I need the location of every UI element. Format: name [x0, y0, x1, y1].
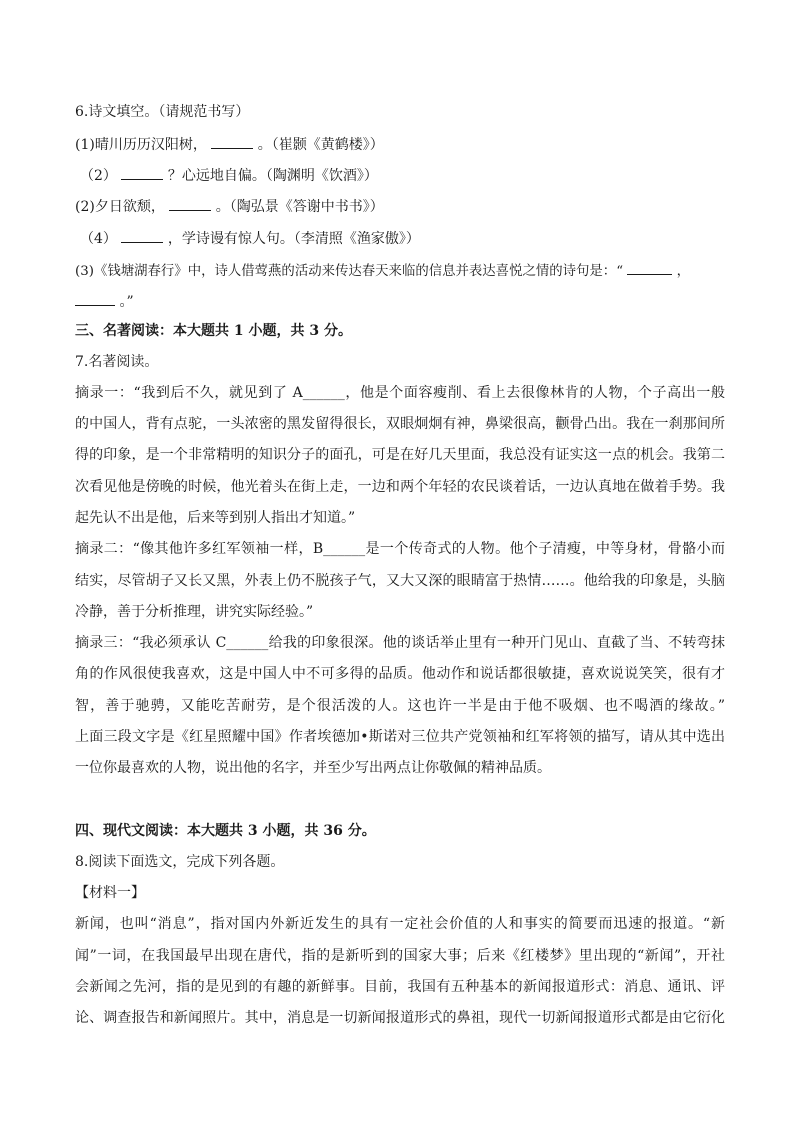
q6-item-2: [80, 165, 730, 185]
q7-line-10: 角的作风很使我喜欢，这是中国人中不可多得的品质。他动作和说话都很敏捷，喜欢说说笑笑，很有才: [75, 666, 725, 682]
q7-line-5: 起先认不出是他，后来等到别人指出才知道。”: [75, 510, 356, 526]
q8-material-label: 【材料一】: [75, 885, 145, 901]
q6-item-3: [75, 196, 725, 216]
q7-line-1: 摘录一：“我到后不久，就见到了 A______，他是个面容瘦削、看上去很像林肯的人物，个子高出一般: [75, 385, 725, 401]
q6-item-2-blank[interactable]: [121, 165, 163, 180]
q7-line-8: 冷静，善于分析推理，讲究实际经验。”: [75, 604, 314, 620]
q6-item-4-blank[interactable]: [121, 228, 163, 243]
q6-item-1-post: 。（崔颢《黄鹤楼》）: [257, 137, 384, 153]
q7-line-12: 上面三段文字是《红星照耀中国》作者埃德加•斯诺对三位共产党领袖和红军将领的描写，请从其中选出: [75, 729, 725, 745]
q8-heading: 8.阅读下面选文，完成下列各题。: [75, 854, 285, 870]
q6-item-3-post: 。（陶弘景《答谢中书书》）: [215, 199, 384, 215]
q6-item-4-post: ，学诗谩有惊人句。（李清照《渔家傲》）: [167, 231, 420, 247]
q8-line-3: 会新闻之先河，指的是见到的有趣的新鲜事。目前，我国有五种基本的新闻报道形式：消息、通讯、评: [75, 979, 725, 995]
q7-line-6: 摘录二：“像其他许多红军领袖一样，B______是一个传奇式的人物。他个子清瘦，中等身材，骨骼小而: [75, 541, 725, 557]
q7-line-11: 智，善于驰骋，又能吃苦耐劳，是个很活泼的人。这也许一半是由于他不吸烟、也不喝酒的缘故。”: [75, 698, 725, 714]
q6-item-6-post: 。”: [119, 294, 134, 310]
q6-heading: 6.诗文填空。（请规范书写）: [75, 104, 250, 120]
q7-line-4: 次看见他是傍晚的时候，他光着头在街上走，一边和两个年轻的农民谈着话，一边认真地在做着手势。我: [75, 479, 725, 495]
q6-item-3-pre: (2)夕日欲颓，: [75, 199, 165, 215]
q6-item-4: [80, 228, 730, 248]
q6-item-3-blank[interactable]: [169, 196, 211, 211]
q8-line-4: 论、调查报告和新闻照片。其中，消息是一切新闻报道形式的鼻祖，现代一切新闻报道形式都是由它衍化: [75, 1010, 725, 1026]
q6-item-2-pre: （2）: [80, 168, 117, 184]
q6-item-4-pre: （4）: [80, 231, 117, 247]
q7-heading: 7.名著阅读。: [75, 354, 159, 370]
q6-item-1-blank[interactable]: [211, 134, 253, 149]
q6-item-5-post: ，: [676, 264, 690, 279]
q8-line-2: 闻”一词，在我国最早出现在唐代，指的是新听到的国家大事；后来《红楼梦》里出现的“新闻”，开社: [75, 948, 725, 964]
q7-line-3: 得的印象，是一个非常精明的知识分子的面孔，可是在好几天里面，我总没有证实这一点的机会。我第二: [75, 447, 725, 463]
q6-item-5-pre: (3)《钱塘湖春行》中，诗人借莺燕的活动来传达春天来临的信息并表达喜悦之情的诗句是：“: [75, 264, 624, 279]
q6-item-6: [75, 291, 725, 311]
q6-item-1-pre: (1)晴川历历汉阳树，: [75, 137, 207, 153]
q7-line-2: 的中国人，背有点驼，一头浓密的黑发留得很长，双眼炯炯有神，鼻梁很高，颧骨凸出。我在一刹那间所: [75, 416, 725, 432]
q6-item-6-blank[interactable]: [75, 291, 115, 306]
q8-line-1: 新闻，也叫“消息”，指对国内外新近发生的具有一定社会价值的人和事实的简要而迅速的报道。“新: [75, 916, 725, 932]
q6-item-5: [75, 260, 725, 281]
q7-line-9: 摘录三：“我必须承认 C______给我的印象很深。他的谈话举止里有一种开门见山、直截了当、不转弯抹: [75, 635, 725, 651]
section-4-heading: 四、现代文阅读：本大题共 3 小题，共 36 分。: [75, 823, 376, 839]
q6-item-5-blank[interactable]: [627, 260, 672, 275]
q7-line-13: 一位你最喜欢的人物，说出他的名字，并至少写出两点让你敬佩的精神品质。: [75, 760, 551, 776]
q6-item-2-post: ？心远地自偏。（陶渊明《饮酒》）: [167, 168, 378, 184]
q7-line-7: 结实，尽管胡子又长又黑，外表上仍不脱孩子气，又大又深的眼睛富于热情……。他给我的印象是，头脑: [75, 573, 725, 589]
q6-item-1: [75, 134, 725, 154]
section-3-heading: 三、名著阅读：本大题共 1 小题，共 3 分。: [75, 323, 352, 339]
